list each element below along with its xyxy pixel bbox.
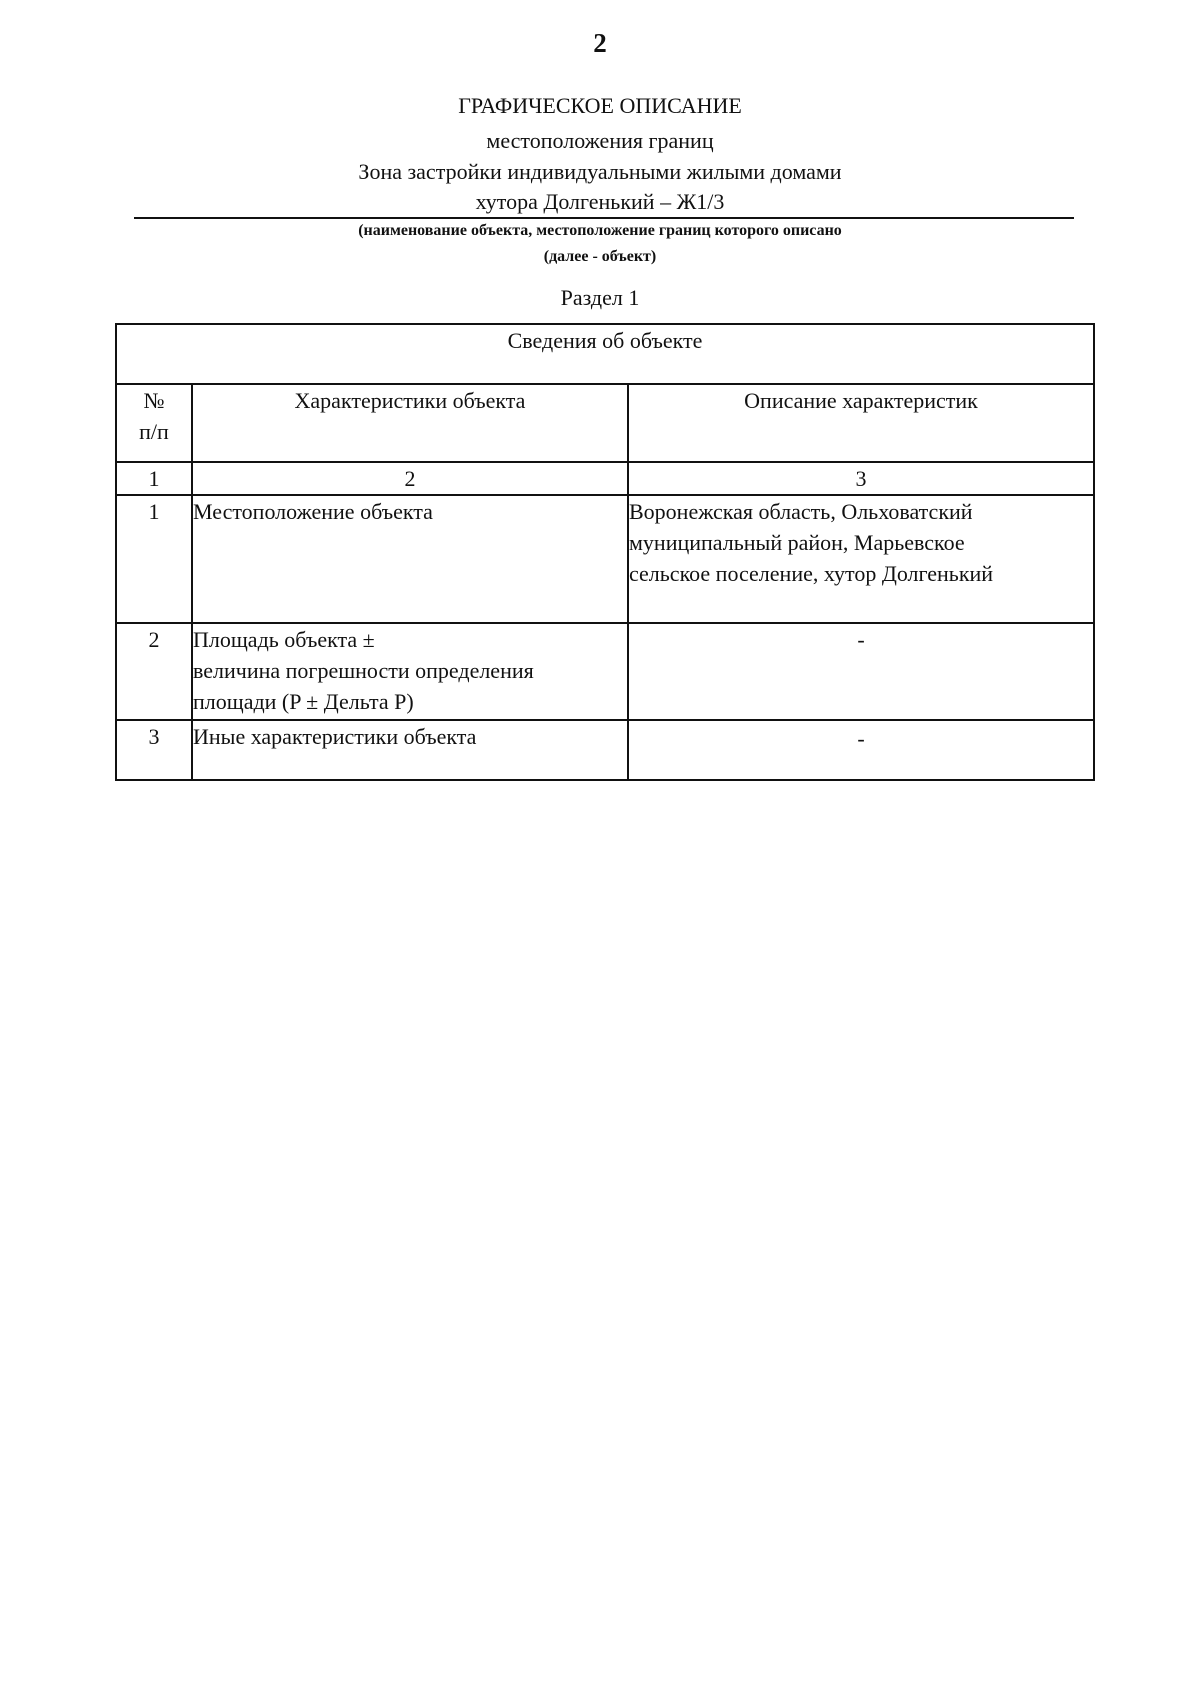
column-index: 2 (192, 462, 628, 495)
column-header-characteristics: Характеристики объекта (192, 384, 628, 462)
description-line: муниципальный район, Марьевское (629, 530, 965, 555)
column-header-row (116, 384, 1094, 462)
table-header: Сведения об объекте (116, 324, 1094, 384)
column-index: 1 (116, 462, 192, 495)
characteristic-line: Местоположение объекта (193, 499, 433, 524)
section-label: Раздел 1 (560, 285, 640, 310)
table-header-row (116, 324, 1094, 384)
caption-line: (наименование объекта, местоположение границ которого описано (358, 222, 842, 239)
characteristic-line: величина погрешности определения (193, 658, 534, 683)
subtitle-line: хутора Долгенький – Ж1/3 (475, 189, 725, 214)
description-line: Воронежская область, Ольховатский (629, 499, 973, 524)
row-characteristic (192, 720, 628, 780)
table-row (116, 720, 1094, 780)
row-description: - (628, 720, 1094, 780)
column-header-description: Описание характеристик (628, 384, 1094, 462)
subtitle-line: Зона застройки индивидуальными жилыми домами (358, 159, 842, 184)
row-number: 2 (116, 623, 192, 720)
document-title: ГРАФИЧЕСКОЕ ОПИСАНИЕ (458, 93, 742, 118)
column-header-num-line: п/п (139, 419, 169, 444)
row-number: 1 (116, 495, 192, 623)
subtitle-line: местоположения границ (486, 128, 714, 153)
table-row (116, 495, 1094, 623)
table-row (116, 623, 1094, 720)
column-header-num (116, 384, 192, 462)
row-characteristic (192, 623, 628, 720)
characteristic-line: Площадь объекта ± (193, 627, 375, 652)
title-underline (134, 217, 1074, 219)
row-description: - (628, 623, 1094, 720)
column-index: 3 (628, 462, 1094, 495)
row-characteristic (192, 495, 628, 623)
row-number: 3 (116, 720, 192, 780)
characteristic-line: Иные характеристики объекта (193, 724, 477, 749)
page-number: 2 (593, 28, 607, 58)
characteristic-line: площади (P ± Дельта P) (193, 689, 414, 714)
caption-line: (далее - объект) (543, 248, 657, 265)
column-header-num-line: № (143, 388, 165, 413)
row-description (628, 495, 1094, 623)
description-line: сельское поселение, хутор Долгенький (629, 561, 994, 586)
object-info-table (115, 323, 1095, 781)
column-index-row (116, 462, 1094, 495)
